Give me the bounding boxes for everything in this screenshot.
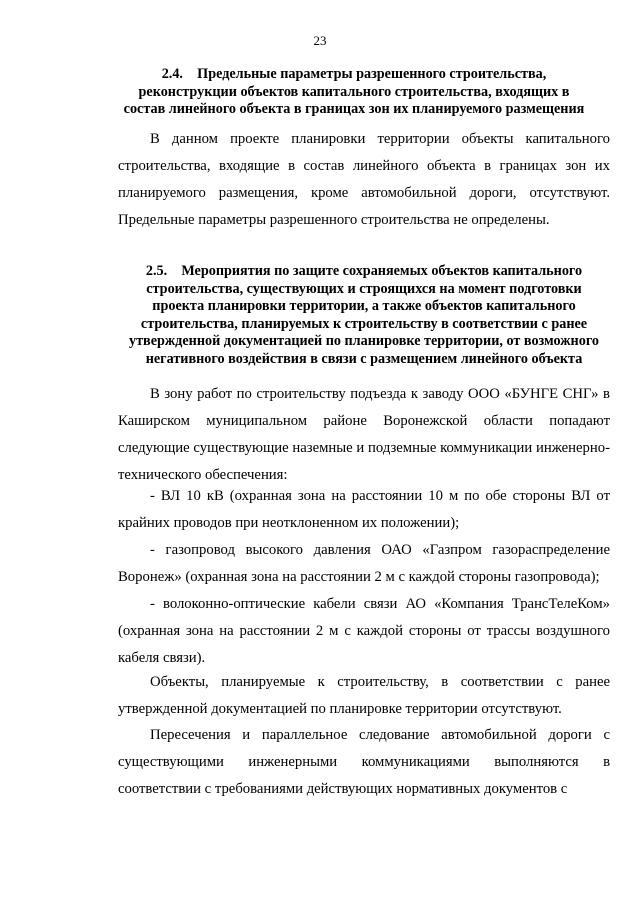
section-2-5-title-line-1: Мероприятия по защите сохраняемых объектов капитального [181,263,583,279]
section-2-4-title-line-3: состав линейного объекта в границах зон их планируемого размещения [123,101,585,117]
section-2-4-paragraph: В данном проекте планировки территории объекты капитального строительства, входящие в состав линейного объекта в границах зон их планируемого размещения, кроме автомобильной дороги, отсутствуют. Предельные параметры разрешенного строительства не определены. [118,131,610,228]
section-2-5-number: 2.5. [145,263,168,279]
section-2-5-paragraph-intro: В зону работ по строительству подъезда к заводу ООО «БУНГЕ СНГ» в Каширском муниципальном районе Воронежской области попадают следующие существующие наземные и подземные коммуникации инженерно-технического обеспечения: [118,386,610,483]
section-2-5-title-line-6: негативного воздействия в связи с размещением линейного объекта [145,350,583,367]
section-2-5-paragraph-planned-objects: Объекты, планируемые к строительству, в соответствии с ранее утвержденной документацией по планировке территории отсутствуют. [118,674,610,717]
section-2-5-list-item-gas-pipeline: - газопровод высокого давления ОАО «Газпром газораспределение Воронеж» (охранная зона на расстоянии 2 м с каждой стороны газопровода); [118,542,610,585]
page-number: 23 [313,33,327,48]
section-2-5-title-line-2: строительства, существующих и строящихся на момент подготовки [146,280,582,297]
section-2-5-paragraph-crossings: Пересечения и параллельное следование автомобильной дороги с существующими инженерными коммуникациями выполняются в соответствии с требованиями действующих нормативных документов с [118,727,610,797]
section-2-4-title-line-2: реконструкции объектов капитального строительства, входящих в [138,83,570,100]
section-2-5-list-item-power-line: - ВЛ 10 кВ (охранная зона на расстоянии 10 м по обе стороны ВЛ от крайних проводов при неотклоненном их положении); [118,488,610,531]
section-2-4-heading [98,66,610,119]
section-2-5-heading [118,263,610,368]
section-2-4-number: 2.4. [161,66,183,82]
section-2-5-title-line-5: утвержденной документацией по планировке территории, от возможного [128,333,600,349]
section-2-5-title-line-3: проекта планировки территории, а также объектов капитального [152,298,576,314]
section-2-5-title-line-4: строительства, планируемых к строительству в соответствии с ранее [140,315,588,332]
section-2-5-list-item-fiber-cable: - волоконно-оптические кабели связи АО «Компания ТрансТелеКом» (охранная зона на расстоянии 2 м с каждой стороны от трассы воздушного кабеля связи). [118,596,610,666]
section-2-4-title-line-1: Предельные параметры разрешенного строительства, [197,66,547,82]
